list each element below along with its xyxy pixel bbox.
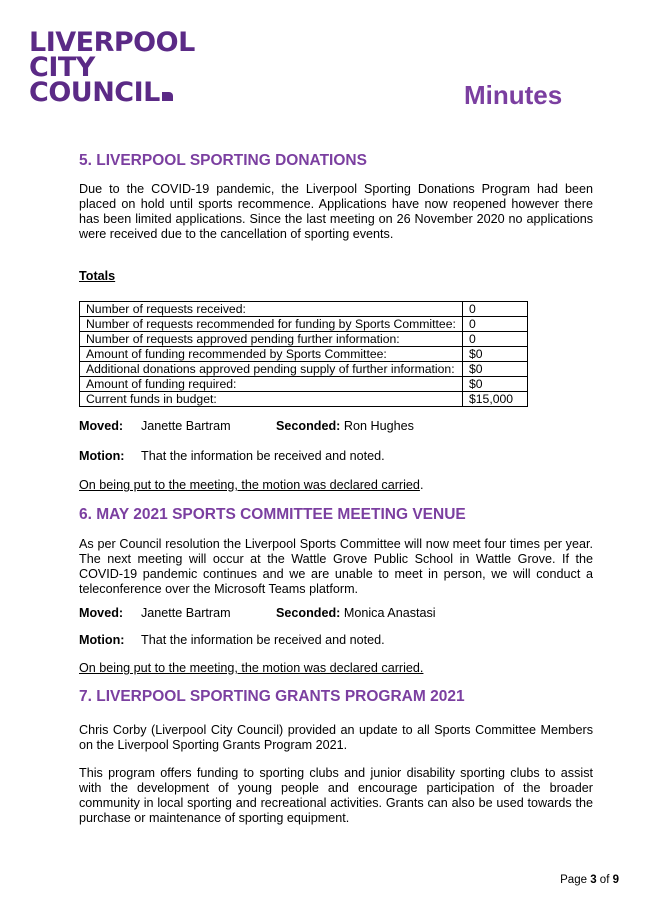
section-5-paragraph: Due to the COVID-19 pandemic, the Liverpool Sporting Donations Program had been placed on hold until sports recommence. Applications have now reopened however there has been limited applications. Since the last meeting on 26 November 2020 no applications were received due to the cancellation of sporting events. [79, 182, 593, 241]
seconded-label: Seconded: [276, 606, 341, 620]
motion-label: Motion: [79, 633, 125, 647]
section-7-heading: 7. LIVERPOOL SPORTING GRANTS PROGRAM 2021 [79, 688, 465, 705]
page-number: 3 [590, 874, 597, 886]
table-label: Amount of funding required: [80, 377, 463, 392]
section-7-paragraph-1: Chris Corby (Liverpool City Council) provided an update to all Sports Committee Members on the Liverpool Sporting Grants Program 2021. [79, 723, 593, 752]
logo-line-2: CITY [29, 52, 95, 83]
table-row [80, 362, 528, 377]
logo-line-1: LIVERPOOL [29, 27, 195, 58]
table-row [80, 302, 528, 317]
table-row [80, 332, 528, 347]
table-value: $0 [463, 347, 528, 362]
motion-carried [79, 478, 593, 493]
totals-label: Totals [79, 269, 116, 283]
header-title: Minutes [464, 80, 563, 110]
of-label: of [599, 874, 610, 886]
table-value: 0 [463, 317, 528, 332]
table-label: Number of requests approved pending further information: [80, 332, 463, 347]
page-total: 9 [612, 874, 619, 886]
table-value: 0 [463, 302, 528, 317]
motion-text: That the information be received and noted. [141, 449, 385, 463]
carried-text: On being put to the meeting, the motion was declared carried. [79, 661, 424, 675]
section-6-paragraph: As per Council resolution the Liverpool Sports Committee will now meet four times per year. The next meeting will occur at the Wattle Grove Public School in Wattle Grove. If the COVID-19 pandemic continues and we are unable to meet in person, we will conduct a teleconference over the Microsoft Teams platform. [79, 537, 593, 596]
table-value: $15,000 [463, 392, 528, 407]
table-row [80, 317, 528, 332]
table-label: Current funds in budget: [80, 392, 463, 407]
seconded-name: Monica Anastasi [343, 606, 436, 620]
table-label: Number of requests received: [80, 302, 463, 317]
seconded [276, 419, 414, 433]
carried-period: . [419, 478, 424, 492]
moved-name: Janette Bartram [141, 606, 231, 620]
table-value: $0 [463, 377, 528, 392]
seconded-label: Seconded: [276, 419, 341, 433]
page-footer [560, 874, 619, 886]
table-value: 0 [463, 332, 528, 347]
table-row [80, 347, 528, 362]
table-value: $0 [463, 362, 528, 377]
moved-label: Moved: [79, 606, 124, 620]
seconded [276, 606, 436, 620]
moved-name: Janette Bartram [141, 419, 231, 433]
motion-text: That the information be received and noted. [141, 633, 385, 647]
carried-text: On being put to the meeting, the motion was declared carried [79, 478, 420, 492]
totals-table [79, 301, 528, 407]
table-label: Additional donations approved pending supply of further information: [80, 362, 463, 377]
section-6-heading: 6. MAY 2021 SPORTS COMMITTEE MEETING VENUE [79, 506, 466, 523]
logo-line-3: COUNCIL [29, 77, 160, 108]
page-label: Page [560, 874, 587, 886]
logo-mark-icon [162, 92, 173, 101]
council-logo [29, 27, 195, 108]
table-row [80, 392, 528, 407]
table-label: Number of requests recommended for funding by Sports Committee: [80, 317, 463, 332]
table-row [80, 377, 528, 392]
moved-label: Moved: [79, 419, 124, 433]
motion-label: Motion: [79, 449, 125, 463]
section-5-heading: 5. LIVERPOOL SPORTING DONATIONS [79, 152, 367, 169]
table-label: Amount of funding recommended by Sports Committee: [80, 347, 463, 362]
section-7-paragraph-2: This program offers funding to sporting clubs and junior disability sporting clubs to assist with the development of young people and encourage participation of the broader community in local sporting and recreational activities. Grants can also be used towards the purchase or maintenance of sporting equipment. [79, 766, 593, 825]
seconded-name: Ron Hughes [343, 419, 414, 433]
